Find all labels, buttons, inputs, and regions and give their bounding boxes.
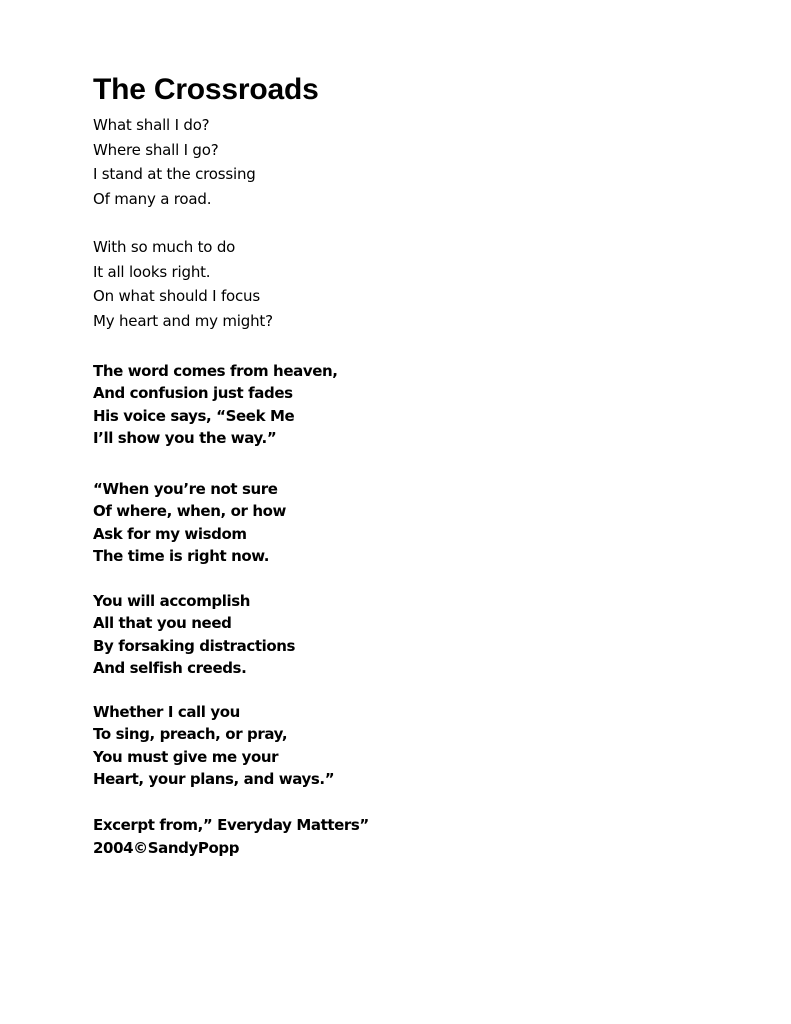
poem-line: With so much to do: [93, 238, 236, 256]
poem-line: The word comes from heaven,: [93, 362, 338, 380]
poem-line: You will accomplish: [93, 592, 251, 610]
poem-line: All that you need: [93, 614, 232, 633]
poem-line: And selfish creeds.: [93, 658, 247, 677]
poem-line: My heart and my might?: [93, 312, 273, 331]
poem-line: To sing, preach, or pray,: [93, 725, 288, 744]
source-line: Excerpt from,” Everyday Matters”: [93, 816, 369, 834]
stanza-6: [93, 701, 334, 790]
copyright-line: 2004©SandyPopp: [93, 838, 240, 857]
poem-line: “When you’re not sure: [93, 480, 278, 498]
poem-line: On what should I focus: [93, 287, 260, 306]
poem-line: Of where, when, or how: [93, 502, 286, 521]
poem-line: His voice says, “Seek Me: [93, 406, 295, 425]
poem-line: Ask for my wisdom: [93, 524, 247, 543]
poem-line: You must give me your: [93, 747, 279, 766]
poem-line: Where shall I go?: [93, 140, 219, 159]
poem-title: The Crossroads: [93, 73, 319, 106]
poem-line: Heart, your plans, and ways.”: [93, 769, 335, 788]
poem-line: By forsaking distractions: [93, 636, 296, 655]
poem-line: I’ll show you the way.”: [93, 428, 277, 447]
stanza-5: [93, 590, 295, 679]
poem-line: And confusion just fades: [93, 384, 293, 403]
poem-line: Of many a road.: [93, 190, 212, 209]
poem-line: What shall I do?: [93, 116, 210, 134]
stanza-2: [93, 235, 273, 334]
stanza-1: [93, 113, 256, 212]
stanza-4: [93, 478, 286, 567]
poem-attribution: [93, 814, 369, 859]
poem-line: The time is right now.: [93, 546, 270, 565]
poem-line: Whether I call you: [93, 703, 240, 721]
poem-line: It all looks right.: [93, 262, 211, 281]
stanza-3: [93, 360, 338, 449]
poem-line: I stand at the crossing: [93, 165, 256, 184]
